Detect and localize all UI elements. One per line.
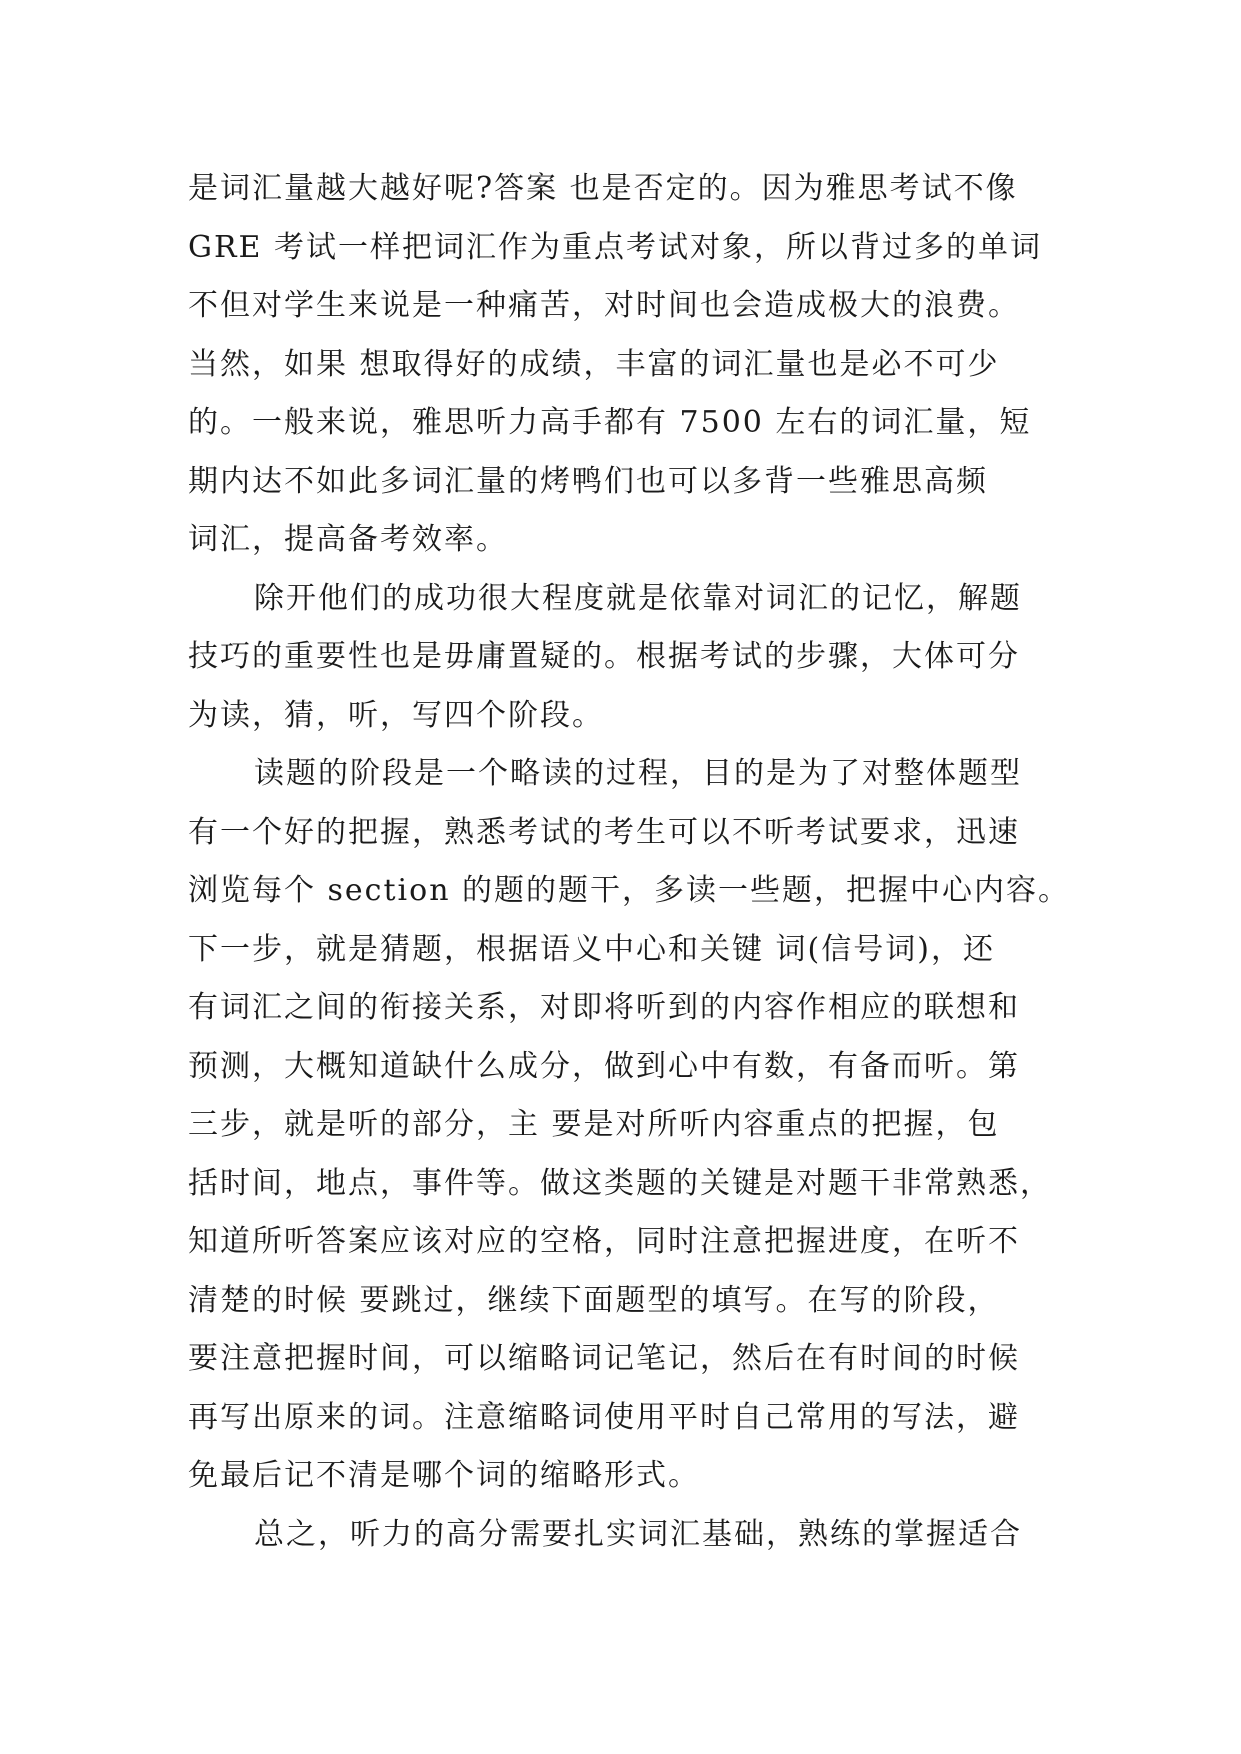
text-line: 三步，就是听的部分，主 要是对所听内容重点的把握，包 — [188, 1107, 1000, 1142]
text-line: 总之，听力的高分需要扎实词汇基础，熟练的掌握适合 — [254, 1516, 1022, 1552]
text-line: 除开他们的成功很大程度就是依靠对词汇的记忆，解题 — [254, 580, 1022, 616]
text-line: 有一个好的把握，熟悉考试的考生可以不听考试要求，迅速 — [188, 814, 1020, 850]
text-line: 期内达不如此多词汇量的烤鸭们也可以多背一些雅思高频 — [188, 463, 988, 499]
text-line: 免最后记不清是哪个词的缩略形式。 — [188, 1458, 700, 1493]
text-line: 读题的阶段是一个略读的过程，目的是为了对整体题型 — [254, 756, 1022, 791]
text-line: 预测，大概知道缺什么成分，做到心中有数，有备而听。第 — [188, 1048, 1020, 1084]
text-line: 技巧的重要性也是毋庸置疑的。根据考试的步骤，大体可分 — [188, 639, 1020, 674]
text-line: 为读，猜，听，写四个阶段。 — [188, 697, 604, 733]
text-line: 括时间，地点，事件等。做这类题的关键是对题干非常熟悉， — [188, 1165, 1052, 1201]
text-line: 是词汇量越大越好呢?答案 也是否定的。因为雅思考试不像 — [188, 171, 1018, 206]
text-line: GRE 考试一样把词汇作为重点考试对象，所以背过多的单词 — [188, 229, 1042, 265]
text-line: 要注意把握时间，可以缩略词记笔记，然后在有时间的时候 — [188, 1341, 1020, 1376]
text-line: 当然，如果 想取得好的成绩，丰富的词汇量也是必不可少 — [188, 346, 1000, 382]
text-line: 不但对学生来说是一种痛苦，对时间也会造成极大的浪费。 — [188, 288, 1020, 323]
text-line: 知道所听答案应该对应的空格，同时注意把握进度，在听不 — [188, 1224, 1020, 1259]
text-line: 词汇，提高备考效率。 — [188, 522, 508, 557]
text-line: 下一步，就是猜题，根据语义中心和关键 词(信号词)，还 — [188, 931, 995, 967]
text-line: 浏览每个 section 的题的题干，多读一些题，把握中心内容。 — [188, 873, 1071, 908]
text-line: 的。一般来说，雅思听力高手都有 7500 左右的词汇量，短 — [188, 405, 1032, 440]
text-line: 再写出原来的词。注意缩略词使用平时自己常用的写法，避 — [188, 1399, 1020, 1435]
body-text — [188, 160, 1071, 1564]
text-line: 清楚的时候 要跳过，继续下面题型的填写。在写的阶段， — [188, 1282, 1000, 1318]
text-line: 有词汇之间的衔接关系，对即将听到的内容作相应的联想和 — [188, 990, 1020, 1025]
